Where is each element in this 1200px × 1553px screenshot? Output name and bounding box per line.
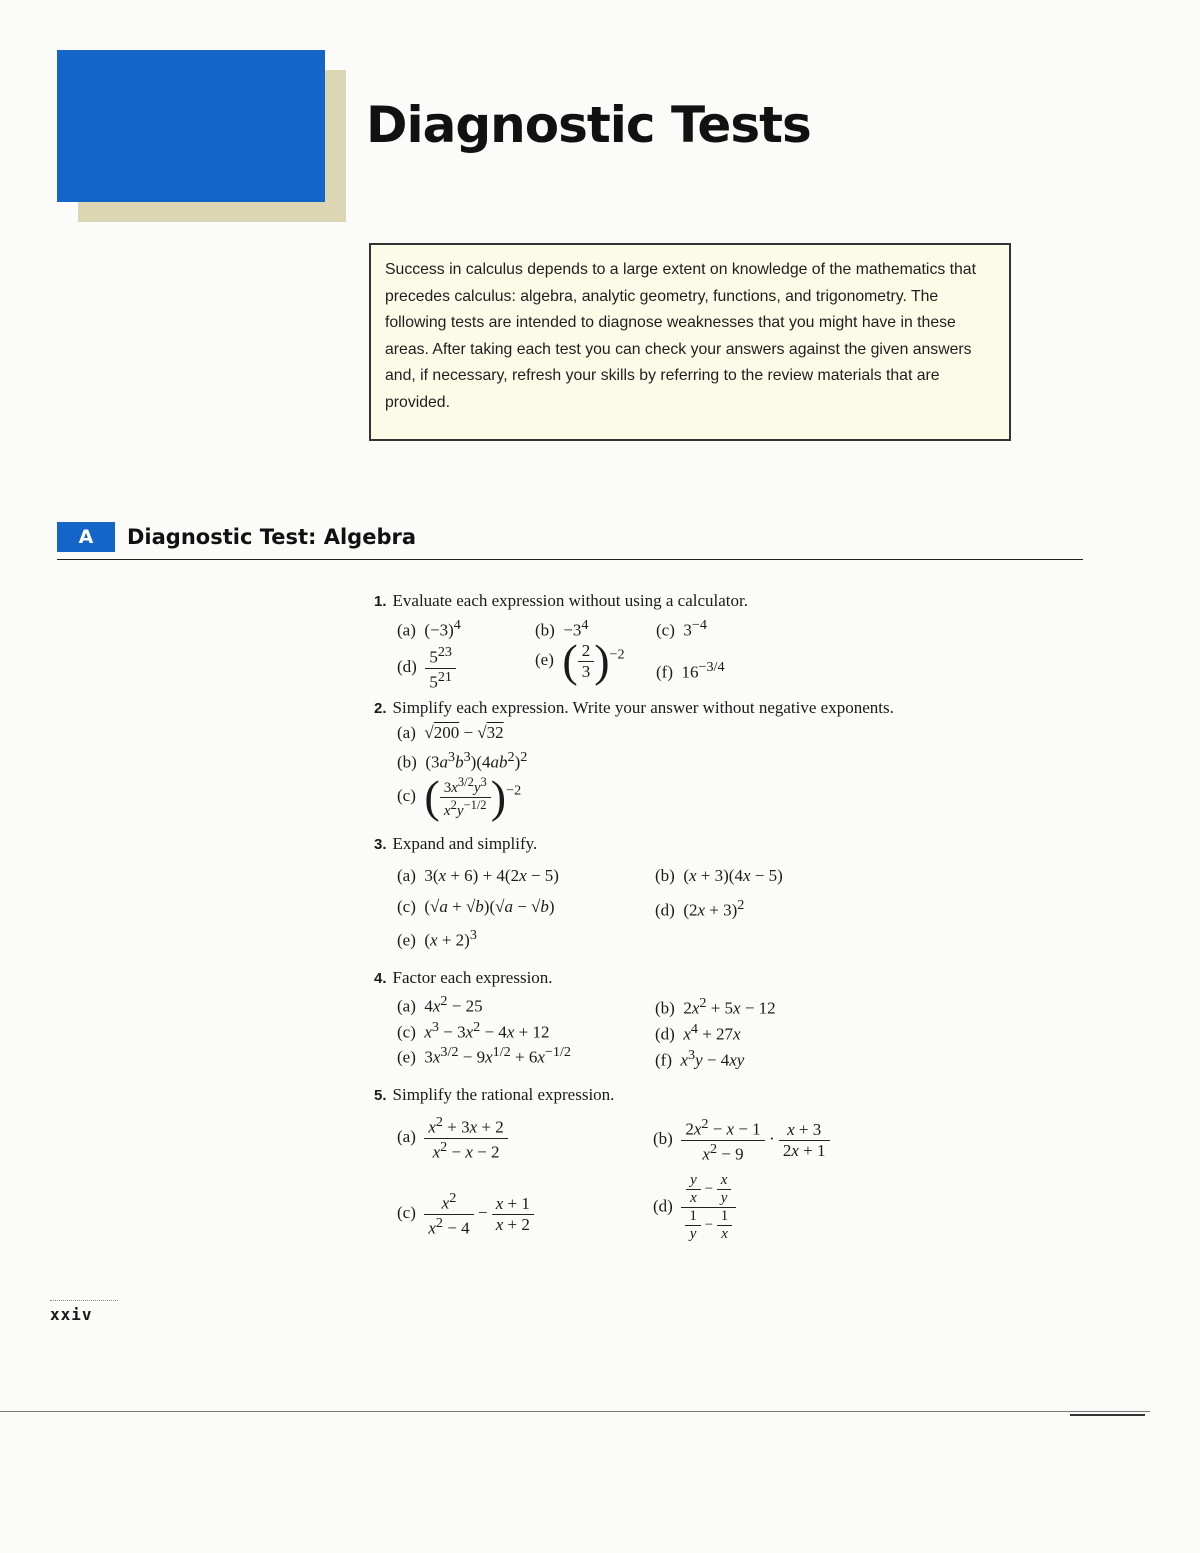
part-label: (b)	[655, 998, 675, 1018]
part-2b: (b) $(3a^3b^3)(4ab^2)^2$	[397, 749, 528, 772]
problem-number: 1.	[374, 593, 387, 610]
intro-box: Success in calculus depends to a large extent on knowledge of the mathematics that precedes calculus: algebra, analytic geometry, functions, and trigonometry. The following tests are intended to diagnose weaknesses that you might have in these areas. After taking each test you can check your answers against the given answers and, if necessary, refresh your skills by referring to the review materials that are provided.	[369, 243, 1011, 441]
part-5b: (b) $\frac{2x^2 - x - 1}{x^2 - 9}$ · $\frac{x + 3}{2x + 1}$	[653, 1116, 830, 1164]
part-2c: (c) ( $\frac{3x^{3/2}y^3}{x^2y^{-1/2}}$ )$^{-2}$	[397, 771, 522, 822]
part-1c: (c) $3^{-4}$	[656, 617, 707, 640]
problem-number: 2.	[374, 700, 387, 717]
part-label: (c)	[397, 1022, 416, 1042]
fraction: $\frac{x^2 + 3x + 2}{x^2 - x - 2}$	[424, 1114, 507, 1162]
part-1d	[397, 644, 456, 692]
part-4b: (b) $2x^2 + 5x - 12$	[655, 995, 776, 1018]
part-1b: $(b) -3^4$	[535, 617, 589, 640]
problem-number: 4.	[374, 970, 387, 987]
part-label: (c)	[656, 620, 675, 640]
page-number-rule	[50, 1300, 118, 1302]
fraction: $\frac{5^{23}}{5^{21}}$	[425, 644, 456, 692]
section-rule	[57, 559, 1083, 560]
scan-line	[0, 1411, 1150, 1412]
part-label: (b)	[397, 752, 417, 772]
part-3b: (b) (x + 3)(4x − 5)	[655, 866, 783, 885]
part-label: (d)	[655, 1024, 675, 1044]
part-label: (b)	[535, 620, 555, 640]
problem-3	[374, 834, 537, 854]
part-label: (d)	[653, 1196, 673, 1216]
fraction: $\frac{2}{3}$	[578, 641, 595, 682]
problem-2	[374, 698, 894, 718]
part-4e: (e) $3x^{3/2} - 9x^{1/2} + 6x^{-1/2}$	[397, 1044, 571, 1067]
page-title: Diagnostic Tests	[366, 96, 811, 154]
problem-text: Evaluate each expression without using a calculator.	[392, 591, 748, 610]
part-label: (d)	[655, 900, 675, 920]
part-label: (e)	[397, 930, 416, 950]
problem-text: Simplify the rational expression.	[392, 1085, 615, 1104]
fraction: $\frac{x^2}{x^2 - 4}$	[424, 1190, 473, 1238]
part-3d: (d) $(2x + 3)^2$	[655, 897, 745, 920]
part-label: (e)	[535, 649, 554, 669]
part-3c: (c) (√a + √b)(√a − √b)	[397, 897, 555, 916]
problem-5	[374, 1085, 614, 1105]
part-label: (e)	[397, 1047, 416, 1067]
part-label: (d)	[397, 657, 417, 677]
part-5c: (c) $\frac{x^2}{x^2 - 4}$ − $\frac{x + 1}{x + 2}$	[397, 1190, 534, 1238]
problem-number: 3.	[374, 836, 387, 853]
part-4d: (d) $x^4 + 27x$	[655, 1021, 741, 1044]
part-label: (a)	[397, 1127, 416, 1147]
header-blue-block	[57, 50, 325, 202]
problem-number: 5.	[374, 1087, 387, 1104]
problem-text: Factor each expression.	[392, 968, 553, 987]
part-label: (f)	[656, 662, 673, 682]
part-label: (a)	[397, 866, 416, 885]
part-label: (b)	[655, 866, 675, 885]
part-3e: (e) $(x + 2)^3$	[397, 927, 477, 950]
part-label: (c)	[397, 897, 416, 916]
part-2a: (a) √200 − √32	[397, 723, 504, 742]
fraction: $\frac{y}{x}$ − $\frac{x}{y}$ $\frac{1}{y}$ − $\frac{1}{x}$	[681, 1172, 736, 1243]
fraction: $\frac{3x^{3/2}y^3}{x^2y^{-1/2}}$	[440, 775, 491, 820]
problem-text: Expand and simplify.	[392, 834, 538, 853]
section-title: Diagnostic Test: Algebra	[127, 525, 417, 549]
part-label: (b)	[653, 1129, 673, 1149]
part-5a	[397, 1114, 508, 1162]
part-4f: (f) $x^3y - 4xy$	[655, 1047, 745, 1070]
part-label: (a)	[397, 723, 416, 742]
part-1f: (f) $16^{-3/4}$	[656, 659, 725, 682]
fraction: $\frac{2x^2 - x - 1}{x^2 - 9}$	[681, 1116, 764, 1164]
page-number: xxiv	[50, 1305, 93, 1324]
part-1e: (e) ( $\frac{2}{3}$ )$^{-2}$	[535, 635, 625, 686]
fraction: $\frac{x + 3}{2x + 1}$	[779, 1120, 830, 1161]
part-label: (c)	[397, 785, 416, 805]
part-4a: (a) $4x^2 - 25$	[397, 993, 483, 1016]
part-5d	[653, 1172, 736, 1243]
part-label: (a)	[397, 996, 416, 1016]
scan-line	[1070, 1414, 1145, 1416]
part-label: (c)	[397, 1203, 416, 1223]
part-3a: (a) 3(x + 6) + 4(2x − 5)	[397, 866, 559, 885]
fraction: $\frac{x + 1}{x + 2}$	[492, 1194, 534, 1235]
problem-1	[374, 591, 748, 611]
problem-text: Simplify each expression. Write your answer without negative exponents.	[392, 698, 894, 717]
problem-4	[374, 968, 553, 988]
part-1a: (a) $(-3)^4$	[397, 617, 461, 640]
part-label: (a)	[397, 620, 416, 640]
section-badge: A	[57, 522, 115, 552]
part-4c: (c) $x^3 - 3x^2 - 4x + 12$	[397, 1019, 550, 1042]
part-label: (f)	[655, 1050, 672, 1070]
